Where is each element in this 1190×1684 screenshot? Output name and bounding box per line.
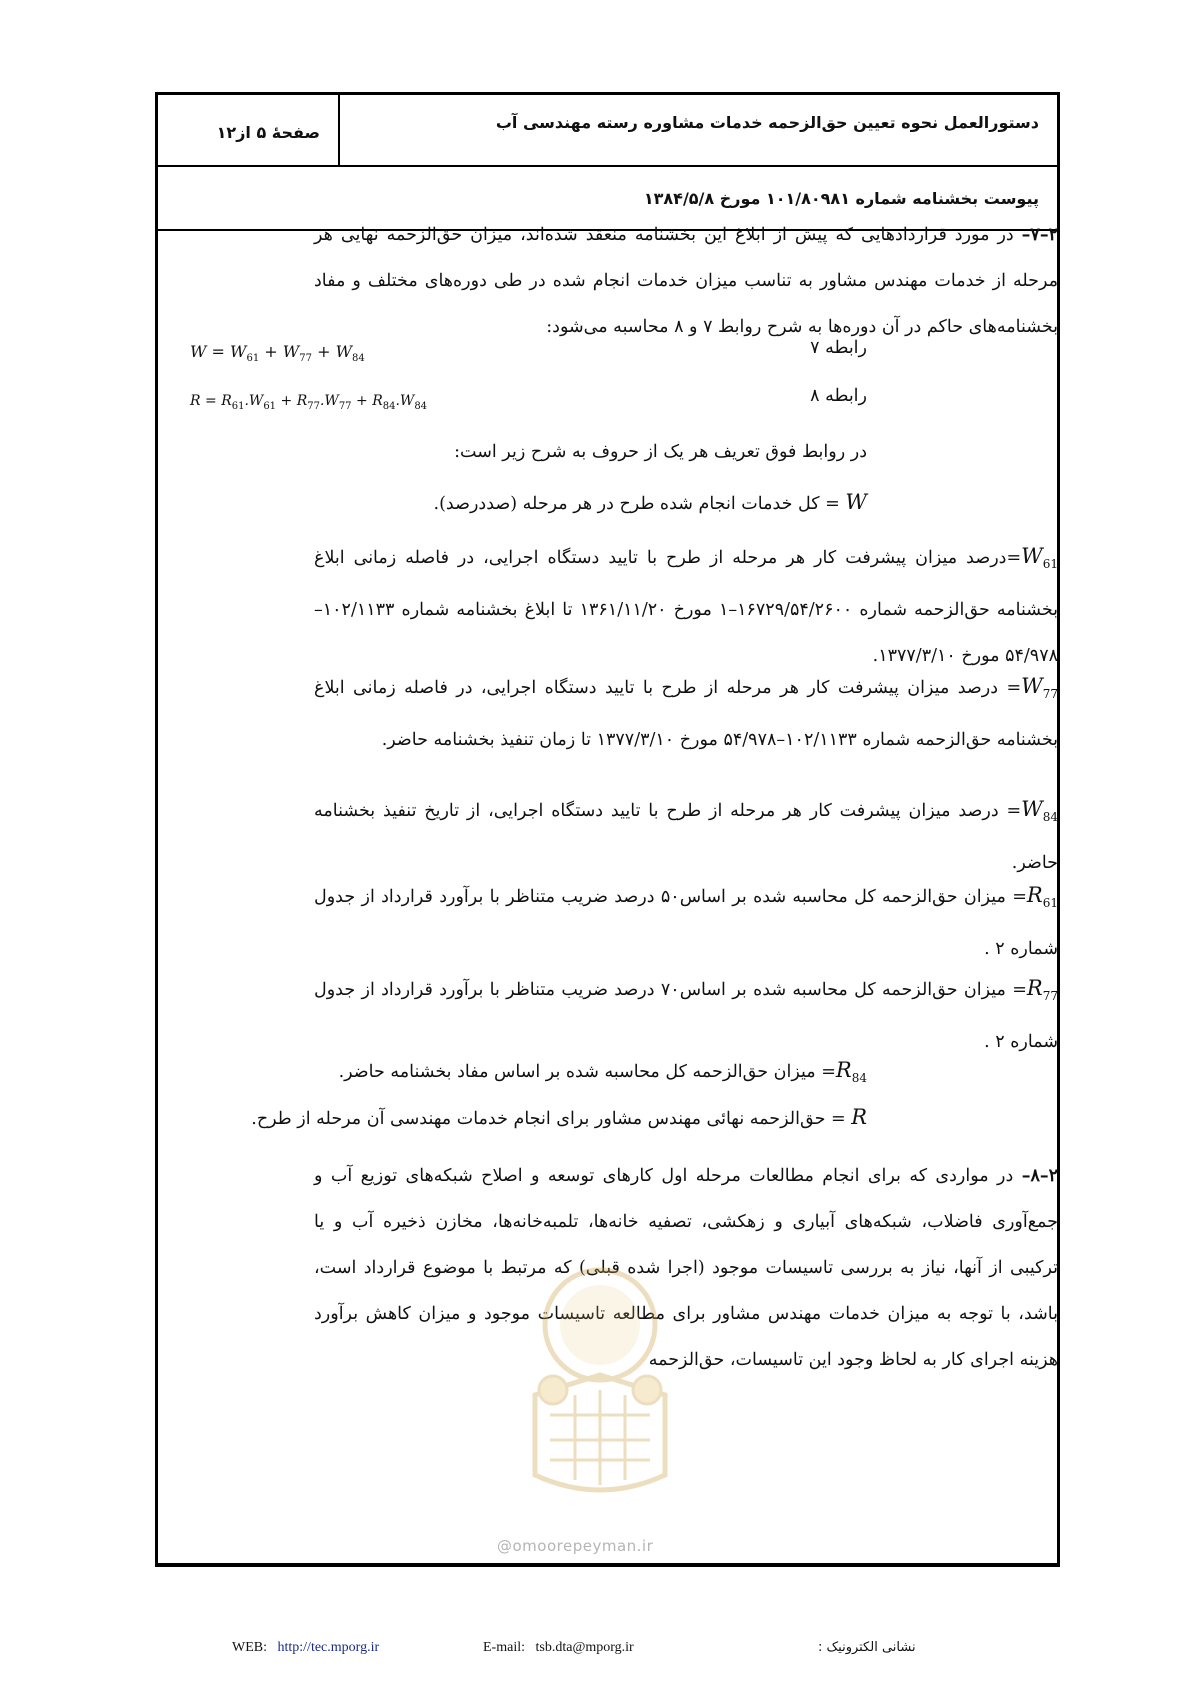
relation-8-label: رابطه ۸ xyxy=(810,386,867,406)
section-number: ۲–۸– xyxy=(1021,1166,1058,1186)
seal-stamp xyxy=(505,1255,695,1505)
footer-label: نشانی الکترونیک : xyxy=(818,1640,916,1655)
section-text: در مواردی که برای انجام مطالعات مرحله اول کارهای توسعه و اصلاح شبکه‌های توزیع آب و جمع‌آوری فاضلاب، شبکه‌های آبیاری و زهکشی، تصفیه خانه‌ها، تلمبه‌خانه‌ها، مخازن ذخیره آب و یا ترکیبی از آنها، نیاز به بررسی تاسیسات موجود (اجرا شده قبلی) که مرتبط با موضوع قرارداد است، باشد، با توجه به میزان خدمات مهندس مشاور برای مطالعه تاسیسات موجود و میزان کاهش برآورد هزینه اجرای کار به لحاظ وجود این تاسیسات، حق‌الزحمه xyxy=(314,1166,1058,1370)
page-number-cell xyxy=(158,95,340,165)
definition-R77: $R_{77}=$ میزان حق‌الزحمه کل محاسبه شده بر اساس۷۰ درصد ضریب متناظر با برآورد قرارداد از جدول شماره ۲ . xyxy=(314,976,1059,1053)
web-link[interactable]: http://tec.mporg.ir xyxy=(277,1640,380,1655)
definition-R84: $R_{84}=$ میزان حق‌الزحمه کل محاسبه شده بر اساس مفاد بخشنامه حاضر. xyxy=(338,1058,867,1086)
email-address[interactable]: tsb.dta@mporg.ir xyxy=(535,1640,634,1655)
relation-7-label: رابطه ۷ xyxy=(810,338,867,358)
section-text: در مورد قراردادهایی که پیش از ابلاغ این بخشنامه منعقد شده‌اند، میزان حق‌الزحمه نهایی هر مرحله از خدمات مهندس مشاور به تناسب میزان خدمات انجام شده در طی دوره‌های مختلف و مفاد بخشنامه‌های حاکم در آن دوره‌ها به شرح روابط ۷ و ۸ محاسبه می‌شود: xyxy=(314,225,1058,337)
definition-W: W = کل خدمات انجام شده طرح در هر مرحله (صددرصد). xyxy=(433,490,867,514)
document-title: دستورالعمل نحوه تعیین حق‌الزحمه خدمات مشاوره رسته مهندسی آب xyxy=(495,113,1039,132)
watermark: @omoorepeyman.ir xyxy=(497,1537,654,1555)
section-2-7 xyxy=(314,212,1058,350)
footer-email: E-mail: tsb.dta@mporg.ir xyxy=(483,1640,634,1655)
definition-W61: $W_{61}=درصد$ میزان پیشرفت کار هر مرحله از طرح با تایید دستگاه اجرایی، در فاصله زمانی ابلاغ بخشنامه حق‌الزحمه شماره ۱۶۷۲۹/۵۴/۲۶۰۰–۱ مورخ ۱۳۶۱/۱۱/۲۰ تا ابلاغ بخشنامه شماره ۱۰۲/۱۱۳۳–۵۴/۹۷۸ مورخ ۱۳۷۷/۳/۱۰. xyxy=(314,544,1058,667)
header-row xyxy=(158,95,1057,167)
definition-W84: $W_{84}=$ درصد میزان پیشرفت کار هر مرحله از طرح با تایید دستگاه اجرایی، از تاریخ تنفیذ بخشنامه حاضر. xyxy=(314,797,1058,874)
formula-relation-7: $W = W_{61} + W_{77} + W_{84}$ xyxy=(190,342,365,365)
section-number: ۲–۷– xyxy=(1021,225,1058,245)
footer-web: WEB: http://tec.mporg.ir xyxy=(232,1640,380,1655)
definition-R61: $R_{61}=$ میزان حق‌الزحمه کل محاسبه شده بر اساس۵۰ درصد ضریب متناظر با برآورد قرارداد از جدول شماره ۲ . xyxy=(314,883,1059,960)
formula-relation-8: $R = R_{61}.W_{61} + R_{77}.W_{77} + R_{84}.W_{84}$ xyxy=(190,393,428,412)
attachment-reference: پیوست بخشنامه شماره ۱۰۱/۸۰۹۸۱ مورخ ۱۳۸۴/۵/۸ xyxy=(643,189,1039,208)
definition-W77: $W_{77}=$ درصد میزان پیشرفت کار هر مرحله از طرح با تایید دستگاه اجرایی، در فاصله زمانی ابلاغ بخشنامه حق‌الزحمه شماره ۱۰۲/۱۱۳۳–۵۴/۹۷۸ مورخ ۱۳۷۷/۳/۱۰ تا زمان تنفیذ بخشنامه حاضر. xyxy=(314,674,1058,751)
definitions-intro: در روابط فوق تعریف هر یک از حروف به شرح زیر است: xyxy=(454,442,867,462)
page-number: صفحهٔ ۵ از۱۲ xyxy=(216,123,320,142)
definition-R: R = حق‌الزحمه نهائی مهندس مشاور برای انجام خدمات مهندسی آن مرحله از طرح. xyxy=(251,1105,867,1129)
